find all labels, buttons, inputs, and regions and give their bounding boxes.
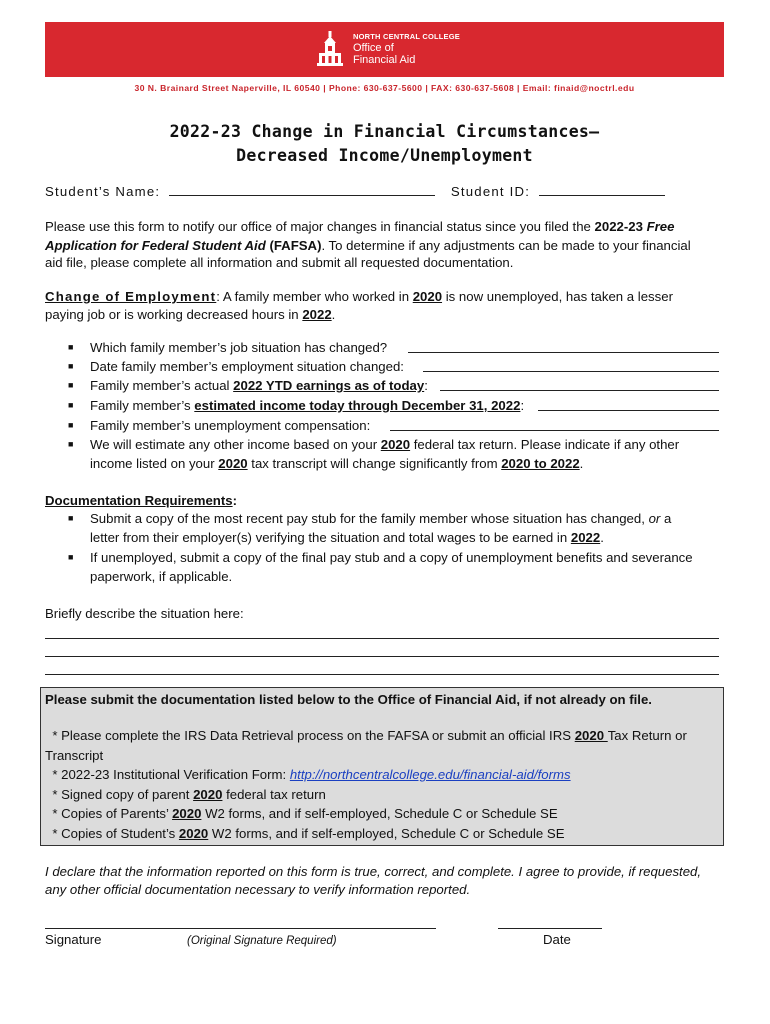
describe-line-3[interactable]: [45, 674, 719, 675]
other-income-line-2: income listed on your 2020 tax transcript will change significantly from 2020 to 2022.: [90, 456, 584, 471]
page-title: [45, 120, 724, 168]
submission-item-1-line-2: Transcript: [45, 748, 104, 763]
intro-line-3: aid file, please complete all information and submit all requested documentation.: [45, 255, 514, 270]
estimated-income-field[interactable]: [538, 410, 719, 411]
bullet-icon: ■: [68, 513, 74, 523]
student-name-label: Student’s Name:: [45, 184, 161, 199]
signature-label: Signature: [45, 932, 102, 947]
describe-line-2[interactable]: [45, 656, 719, 657]
student-id-field[interactable]: [539, 184, 665, 196]
student-id-label: Student ID:: [450, 184, 531, 199]
documentation-item-2-line-2: paperwork, if applicable.: [90, 569, 233, 584]
documentation-heading: Documentation Requirements:: [45, 493, 237, 508]
office-line-2: Financial Aid: [353, 54, 416, 66]
question-unemployment-comp: Family member’s unemployment compensation:: [90, 418, 371, 433]
family-member-field[interactable]: [408, 352, 719, 353]
describe-line-1[interactable]: [45, 638, 719, 639]
submission-item-4: * Copies of Parents’ 2020 W2 forms, and if self-employed, Schedule C or Schedule SE: [45, 806, 558, 821]
employment-line-2: paying job or is working decreased hours in 2022.: [45, 307, 336, 322]
submission-item-5: * Copies of Student’s 2020 W2 forms, and if self-employed, Schedule C or Schedule SE: [45, 826, 565, 841]
question-estimated-income: Family member’s estimated income today through December 31, 2022:: [90, 398, 525, 413]
submission-item-2: * 2022-23 Institutional Verification Form: http://northcentralcollege.edu/financial-aid/forms: [45, 767, 571, 782]
employment-line-1: Change of Employment: A family member who worked in 2020 is now unemployed, has taken a lesser: [45, 289, 673, 304]
date-label: Date: [543, 932, 571, 947]
bullet-icon: ■: [68, 400, 74, 410]
documentation-item-1-line-2: letter from their employer(s) verifying the situation and total wages to be earned in 2022.: [90, 530, 604, 545]
other-income-line-1: We will estimate any other income based on your 2020 federal tax return. Please indicate if any other: [90, 437, 680, 452]
bullet-icon: ■: [68, 439, 74, 449]
contact-address: 30 N. Brainard Street Naperville, IL 60540 | Phone: 630-637-5600 | FAX: 630-637-5608 | Email: finaid@noctrl.edu: [134, 83, 635, 93]
college-tower-logo-icon: [317, 31, 343, 67]
intro-line-1: Please use this form to notify our office of major changes in financial status since you filed the 2022-23 Free: [45, 219, 675, 234]
title-line-2: Decreased Income/Unemployment: [236, 146, 533, 165]
bullet-icon: ■: [68, 342, 74, 352]
student-info-row: [45, 182, 665, 201]
ytd-earnings-field[interactable]: [440, 390, 719, 391]
documentation-item-2-line-1: If unemployed, submit a copy of the final pay stub and a copy of unemployment benefits and severance: [90, 550, 693, 565]
title-line-1: 2022-23 Change in Financial Circumstances–: [169, 122, 600, 141]
signature-note: (Original Signature Required): [187, 935, 337, 947]
bullet-icon: ■: [68, 552, 74, 562]
describe-label: Briefly describe the situation here:: [45, 606, 244, 621]
declaration-line-2: any other official documentation necessary to verify information reported.: [45, 882, 471, 897]
date-changed-field[interactable]: [423, 371, 719, 372]
office-name: [353, 42, 415, 66]
documentation-item-1-line-1: Submit a copy of the most recent pay stub for the family member whose situation has changed, or a: [90, 511, 672, 526]
signature-field[interactable]: [45, 928, 436, 929]
submission-heading: Please submit the documentation listed below to the Office of Financial Aid, if not already on file.: [45, 692, 652, 707]
bullet-icon: ■: [68, 361, 74, 371]
employment-heading: Change of Employment: [45, 289, 217, 304]
declaration-line-1: I declare that the information reported on this form is true, correct, and complete. I agree to provide, if requested,: [45, 864, 702, 879]
college-name: NORTH CENTRAL COLLEGE: [353, 32, 460, 41]
question-date-changed: Date family member’s employment situation changed:: [90, 359, 404, 374]
verification-form-link[interactable]: http://northcentralcollege.edu/financial-aid/forms: [289, 767, 571, 782]
office-line-1: Office of: [353, 42, 394, 54]
intro-line-2: Application for Federal Student Aid (FAFSA). To determine if any adjustments can be made to your financial: [45, 238, 691, 253]
student-name-field[interactable]: [169, 184, 435, 196]
question-family-member: Which family member’s job situation has changed?: [90, 340, 388, 355]
submission-item-3: * Signed copy of parent 2020 federal tax return: [45, 787, 326, 802]
unemployment-comp-field[interactable]: [390, 430, 719, 431]
bullet-icon: ■: [68, 380, 74, 390]
question-ytd-earnings: Family member’s actual 2022 YTD earnings as of today:: [90, 378, 428, 393]
date-field[interactable]: [498, 928, 602, 929]
bullet-icon: ■: [68, 420, 74, 430]
submission-item-1-line-1: * Please complete the IRS Data Retrieval process on the FAFSA or submit an official IRS 2020 Tax Return or: [45, 728, 687, 743]
